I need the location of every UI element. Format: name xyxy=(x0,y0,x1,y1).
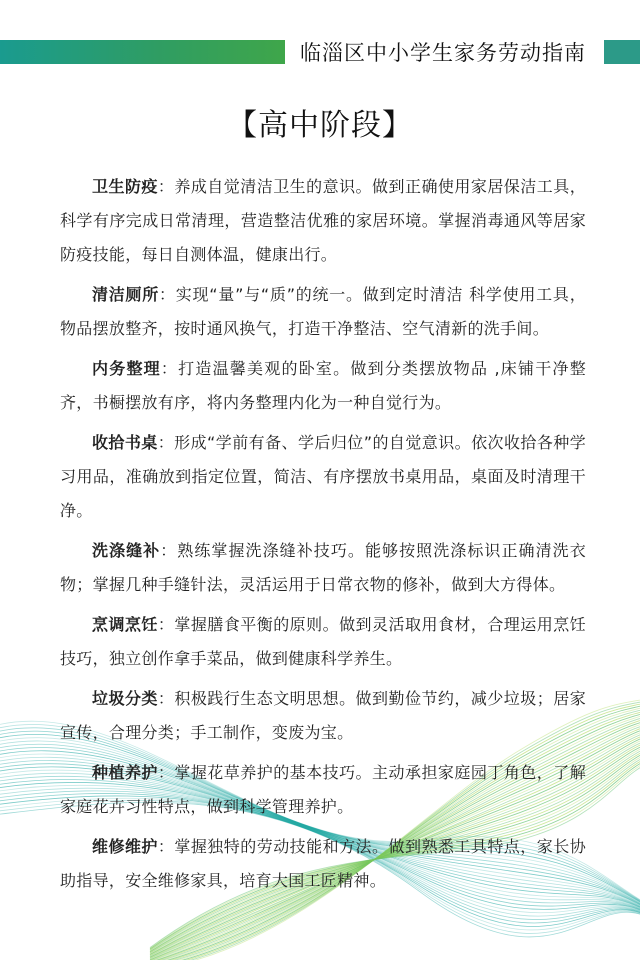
guideline-item xyxy=(60,278,586,346)
guideline-text: ：掌握膳食平衡的原则。做到灵活取用食材，合理运用烹饪技巧，独立创作拿手菜品，做到健康科学养生。 xyxy=(60,615,586,668)
guideline-text: ：掌握花草养护的基本技巧。主动承担家庭园丁角色，了解家庭花卉习性特点，做到科学管理养护。 xyxy=(60,763,586,816)
guideline-text: ：熟练掌握洗涤缝补技巧。能够按照洗涤标识正确清洗衣物；掌握几种手缝针法，灵活运用于日常衣物的修补，做到大方得体。 xyxy=(60,541,586,594)
guideline-text: ：积极践行生态文明思想。做到勤俭节约，减少垃圾；居家宣传，合理分类；手工制作，变废为宝。 xyxy=(60,689,586,742)
guideline-keyword: 卫生防疫 xyxy=(92,177,158,196)
guideline-keyword: 洗涤缝补 xyxy=(92,541,161,560)
guideline-keyword: 垃圾分类 xyxy=(92,689,158,708)
guideline-item xyxy=(60,352,586,420)
guideline-list xyxy=(60,170,586,904)
guideline-keyword: 收拾书桌 xyxy=(92,433,158,452)
guideline-text: ：实现“量”与“质”的统一。做到定时清洁 科学使用工具，物品摆放整齐，按时通风换气，打造干净整洁、空气清新的洗手间。 xyxy=(60,285,586,338)
guideline-keyword: 内务整理 xyxy=(92,359,161,378)
guideline-keyword: 维修维护 xyxy=(92,837,158,856)
guideline-item xyxy=(60,682,586,750)
guideline-text: ：养成自觉清洁卫生的意识。做到正确使用家居保洁工具，科学有序完成日常清理，营造整洁优雅的家居环境。掌握消毒通风等居家防疫技能，每日自测体温，健康出行。 xyxy=(60,177,586,264)
document-header-title: 临淄区中小学生家务劳动指南 xyxy=(300,41,586,65)
guideline-item xyxy=(60,830,586,898)
guideline-text: ：打造温馨美观的卧室。做到分类摆放物品 ,床铺干净整齐，书橱摆放有序，将内务整理内化为一种自觉行为。 xyxy=(60,359,586,412)
section-title: 【高中阶段】 xyxy=(227,108,413,143)
guideline-item xyxy=(60,608,586,676)
header-accent-bar-right xyxy=(604,40,640,64)
header-accent-bar-left xyxy=(0,40,285,64)
guideline-keyword: 清洁厕所 xyxy=(92,285,160,304)
guideline-item xyxy=(60,426,586,528)
guideline-item xyxy=(60,756,586,824)
guideline-keyword: 烹调烹饪 xyxy=(92,615,158,634)
guideline-item xyxy=(60,170,586,272)
guideline-text: ：形成“学前有备、学后归位”的自觉意识。依次收拾各种学习用品，准确放到指定位置，简洁、有序摆放书桌用品，桌面及时清理干净。 xyxy=(60,433,586,520)
guideline-keyword: 种植养护 xyxy=(92,763,158,782)
guideline-item xyxy=(60,534,586,602)
guideline-text: ：掌握独特的劳动技能和方法。做到熟悉工具特点，家长协助指导，安全维修家具，培育大国工匠精神。 xyxy=(60,837,586,890)
